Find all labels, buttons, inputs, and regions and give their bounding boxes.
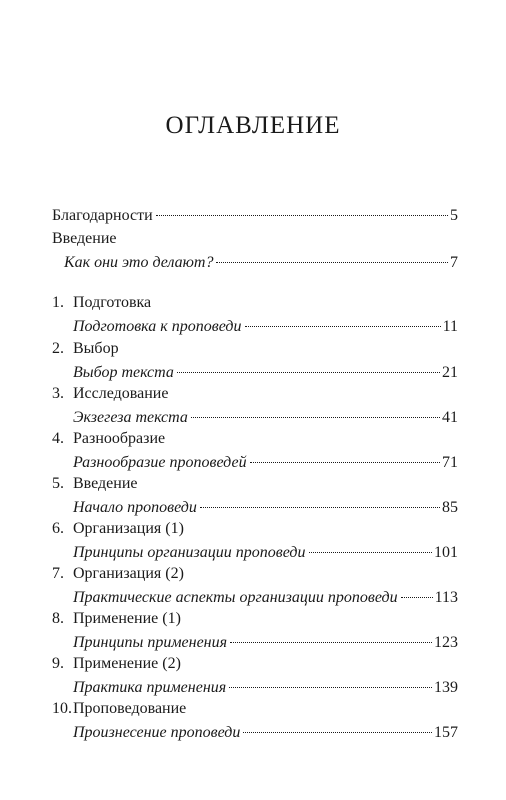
chapter-heading[interactable] bbox=[52, 610, 458, 632]
chapter-subtitle-line[interactable] bbox=[52, 634, 458, 656]
toc-page-number: 101 bbox=[434, 544, 458, 561]
toc-page-number: 5 bbox=[450, 207, 458, 224]
toc-entry-label: Благодарности bbox=[52, 207, 153, 224]
chapter-subtitle: Принципы организации проповеди bbox=[73, 544, 306, 561]
chapter-heading[interactable] bbox=[52, 340, 458, 362]
chapter-number: 1. bbox=[52, 294, 64, 311]
chapter-number: 3. bbox=[52, 385, 64, 402]
toc-page-number: 7 bbox=[450, 254, 458, 271]
chapter-subtitle-line[interactable] bbox=[52, 589, 458, 611]
chapter-title: Подготовка bbox=[73, 294, 152, 311]
chapter-subtitle-line[interactable] bbox=[52, 724, 458, 746]
chapter-subtitle: Подготовка к проповеди bbox=[73, 318, 242, 335]
chapter-heading[interactable] bbox=[52, 385, 458, 407]
dot-leader bbox=[191, 417, 440, 418]
chapter-heading[interactable] bbox=[52, 700, 458, 722]
dot-leader bbox=[401, 597, 433, 598]
chapter-title: Применение (1) bbox=[73, 610, 181, 627]
chapter-heading[interactable] bbox=[52, 565, 458, 587]
chapter-number: 4. bbox=[52, 430, 64, 447]
toc-page-number: 157 bbox=[434, 724, 458, 741]
chapter-title: Разнообразие bbox=[73, 430, 166, 447]
chapter-heading[interactable] bbox=[52, 655, 458, 677]
chapter-subtitle-line[interactable] bbox=[52, 318, 458, 340]
chapter-subtitle: Принципы применения bbox=[73, 634, 228, 651]
chapter-subtitle: Начало проповеди bbox=[73, 499, 197, 516]
chapter-number: 7. bbox=[52, 565, 64, 582]
chapter-heading[interactable] bbox=[52, 294, 458, 316]
dot-leader bbox=[245, 326, 441, 327]
toc-page-number: 113 bbox=[434, 589, 458, 606]
dot-leader bbox=[309, 552, 433, 553]
chapter-subtitle-line[interactable] bbox=[52, 454, 458, 476]
dot-leader bbox=[250, 462, 440, 463]
chapter-title: Организация (2) bbox=[73, 565, 184, 582]
chapter-subtitle-line[interactable] bbox=[52, 679, 458, 701]
chapter-title: Введение bbox=[73, 475, 138, 492]
toc-entry-acknowledgements[interactable] bbox=[52, 207, 458, 229]
chapter-subtitle: Экзегеза текста bbox=[73, 409, 188, 426]
toc-page-number: 139 bbox=[434, 679, 458, 696]
chapter-title: Проповедование bbox=[73, 700, 187, 717]
chapter-number: 8. bbox=[52, 610, 64, 627]
chapter-title: Выбор bbox=[73, 340, 119, 357]
toc-entry-label: Введение bbox=[52, 230, 117, 247]
toc-page-number: 85 bbox=[442, 499, 458, 516]
toc-page-number: 71 bbox=[442, 454, 458, 471]
chapter-heading[interactable] bbox=[52, 520, 458, 542]
chapter-title: Организация (1) bbox=[73, 520, 184, 537]
dot-leader bbox=[229, 687, 432, 688]
chapter-number: 6. bbox=[52, 520, 64, 537]
chapter-subtitle: Практические аспекты организации проповеди bbox=[73, 589, 398, 606]
chapter-subtitle: Разнообразие проповедей bbox=[73, 454, 247, 471]
page-title: ОГЛАВЛЕНИЕ bbox=[165, 112, 341, 139]
toc-page-number: 21 bbox=[442, 364, 458, 381]
chapter-number: 5. bbox=[52, 475, 64, 492]
chapter-subtitle-line[interactable] bbox=[52, 544, 458, 566]
chapter-title: Исследование bbox=[73, 385, 169, 402]
dot-leader bbox=[156, 215, 448, 216]
chapter-subtitle-line[interactable] bbox=[52, 409, 458, 431]
chapter-heading[interactable] bbox=[52, 475, 458, 497]
chapter-subtitle: Выбор текста bbox=[73, 364, 174, 381]
chapter-heading[interactable] bbox=[52, 430, 458, 452]
toc-page-number: 123 bbox=[434, 634, 458, 651]
toc-page-number: 11 bbox=[442, 318, 458, 335]
toc-entry-subtitle: Как они это делают? bbox=[64, 254, 214, 271]
dot-leader bbox=[230, 642, 432, 643]
chapter-subtitle: Произнесение проповеди bbox=[73, 724, 241, 741]
toc-entry-introduction-sub[interactable] bbox=[52, 254, 458, 276]
chapter-subtitle: Практика применения bbox=[73, 679, 227, 696]
dot-leader bbox=[200, 507, 440, 508]
chapter-number: 2. bbox=[52, 340, 64, 357]
dot-leader bbox=[216, 262, 448, 263]
toc-page-number: 41 bbox=[442, 409, 458, 426]
chapter-subtitle-line[interactable] bbox=[52, 499, 458, 521]
chapter-title: Применение (2) bbox=[73, 655, 181, 672]
dot-leader bbox=[243, 732, 432, 733]
chapter-number: 10. bbox=[52, 700, 72, 717]
chapter-subtitle-line[interactable] bbox=[52, 364, 458, 386]
toc-entry-introduction[interactable] bbox=[52, 230, 458, 252]
dot-leader bbox=[177, 372, 440, 373]
chapter-number: 9. bbox=[52, 655, 64, 672]
